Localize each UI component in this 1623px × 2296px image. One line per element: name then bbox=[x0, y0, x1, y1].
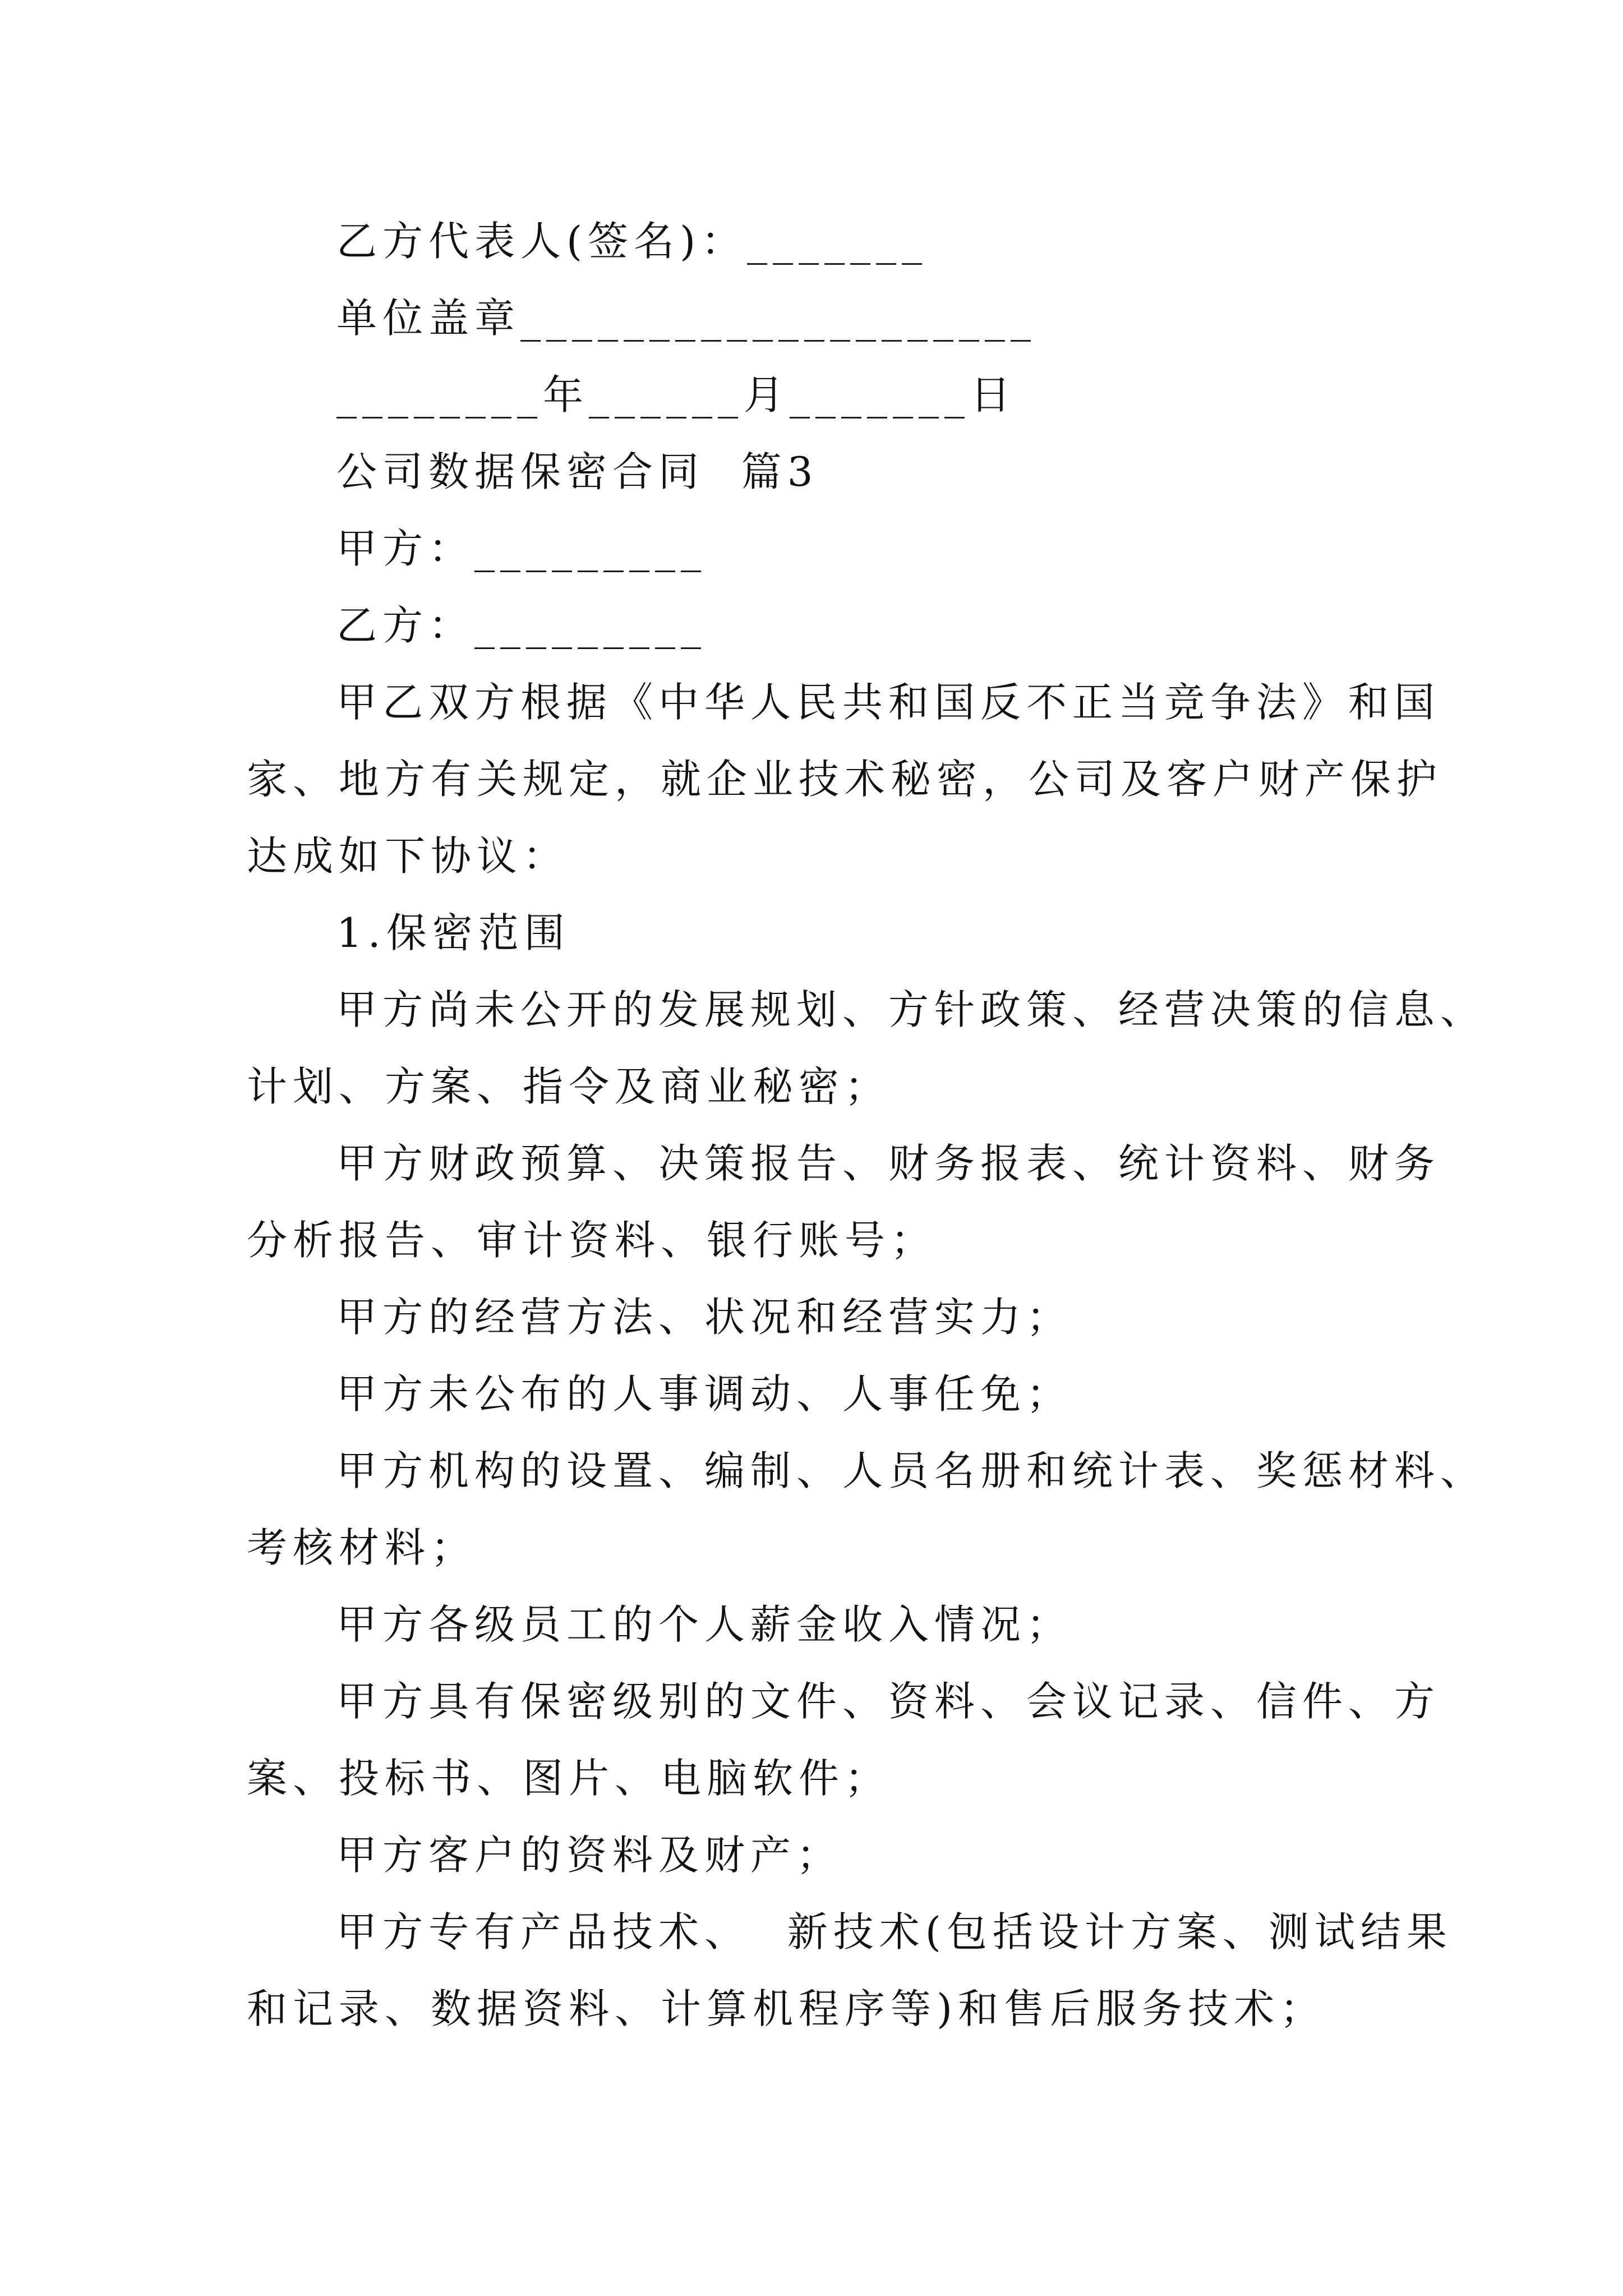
date-line: ________年______月_______日 bbox=[336, 371, 1016, 418]
scope-item-continuation: 考核材料； bbox=[247, 1524, 477, 1571]
scope-item: 甲方财政预算、决策报告、财务报表、统计资料、财务 bbox=[336, 1140, 1441, 1187]
intro-paragraph-line: 家、地方有关规定，就企业技术秘密，公司及客户财产保护 bbox=[247, 756, 1443, 803]
scope-item: 甲方各级员工的个人薪金收入情况； bbox=[336, 1601, 1073, 1648]
scope-item: 甲方客户的资料及财产； bbox=[336, 1832, 843, 1879]
party-b-line: 乙方：_________ bbox=[336, 602, 707, 649]
seal-line: 单位盖章____________________ bbox=[336, 295, 1037, 342]
scope-item: 甲方具有保密级别的文件、资料、会议记录、信件、方 bbox=[336, 1678, 1441, 1725]
signature-line: 乙方代表人(签名)：_______ bbox=[336, 218, 928, 265]
scope-item: 甲方未公布的人事调动、人事任免； bbox=[336, 1370, 1073, 1418]
scope-item: 甲方专有产品技术、 新技术(包括设计方案、测试结果 bbox=[336, 1908, 1453, 1955]
scope-item: 甲方尚未公开的发展规划、方针政策、经营决策的信息、 bbox=[336, 986, 1487, 1033]
scope-item: 甲方的经营方法、状况和经营实力； bbox=[336, 1294, 1073, 1341]
scope-item: 甲方机构的设置、编制、人员名册和统计表、奖惩材料、 bbox=[336, 1447, 1487, 1494]
scope-item-continuation: 和记录、数据资料、计算机程序等)和售后服务技术； bbox=[247, 1985, 1326, 2032]
section-title: 公司数据保密合同 篇3 bbox=[336, 448, 819, 495]
intro-paragraph-line: 达成如下协议： bbox=[247, 832, 569, 880]
intro-paragraph-line: 甲乙双方根据《中华人民共和国反不正当竞争法》和国 bbox=[336, 679, 1441, 726]
scope-item-continuation: 分析报告、审计资料、银行账号； bbox=[247, 1217, 937, 1264]
party-a-line: 甲方：_________ bbox=[336, 525, 707, 572]
scope-item-continuation: 计划、方案、指令及商业秘密； bbox=[247, 1063, 891, 1110]
scope-item-continuation: 案、投标书、图片、电脑软件； bbox=[247, 1755, 891, 1802]
clause-heading: 1.保密范围 bbox=[336, 909, 570, 956]
